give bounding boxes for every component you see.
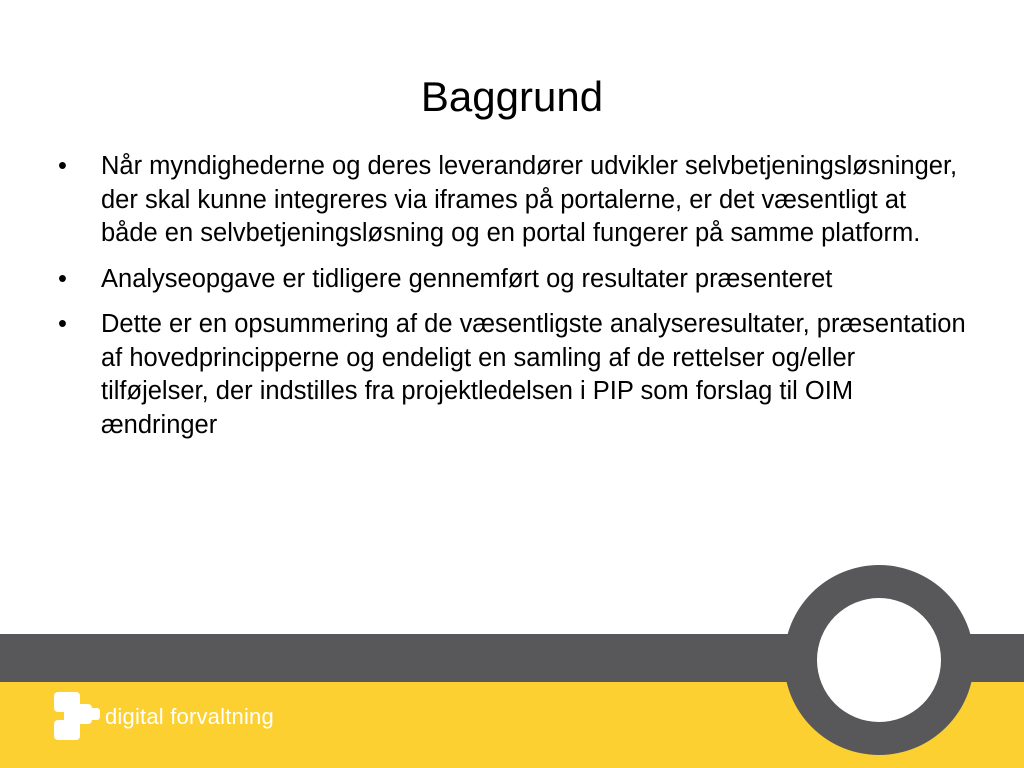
bullet-item-3 xyxy=(58,308,968,442)
bullet-marker: • xyxy=(58,310,67,338)
decorative-ring-center xyxy=(817,598,941,722)
logo-text: digital forvaltning xyxy=(105,704,274,729)
bullet-marker: • xyxy=(58,264,67,293)
bullet-text: Analyseopgave er tidligere gennemført og resultater præsenteret xyxy=(101,264,833,293)
bullet-item-2 xyxy=(58,263,968,297)
bullet-marker: • xyxy=(58,152,67,180)
bullet-list xyxy=(58,150,968,454)
bullet-text: Når myndighederne og deres leverandører udvikler selvbetjeningsløsninger, der skal kunne integreres via iframes på portalerne, er det væsentligt at både en selvbetjeningsløsning og en portal fungerer på samme platform. xyxy=(101,152,958,247)
digital-forvaltning-logo-icon xyxy=(52,690,102,744)
bullet-item-1 xyxy=(58,150,968,251)
slide-title: Baggrund xyxy=(420,73,604,120)
bullet-text: Dette er en opsummering af de væsentligste analyseresultater, præsentation af hovedprincipperne og endeligt en samling af de rettelser og/eller tilføjelser, der indstilles fra projektledelsen i PIP som forslag til OIM ændringer xyxy=(101,310,966,439)
